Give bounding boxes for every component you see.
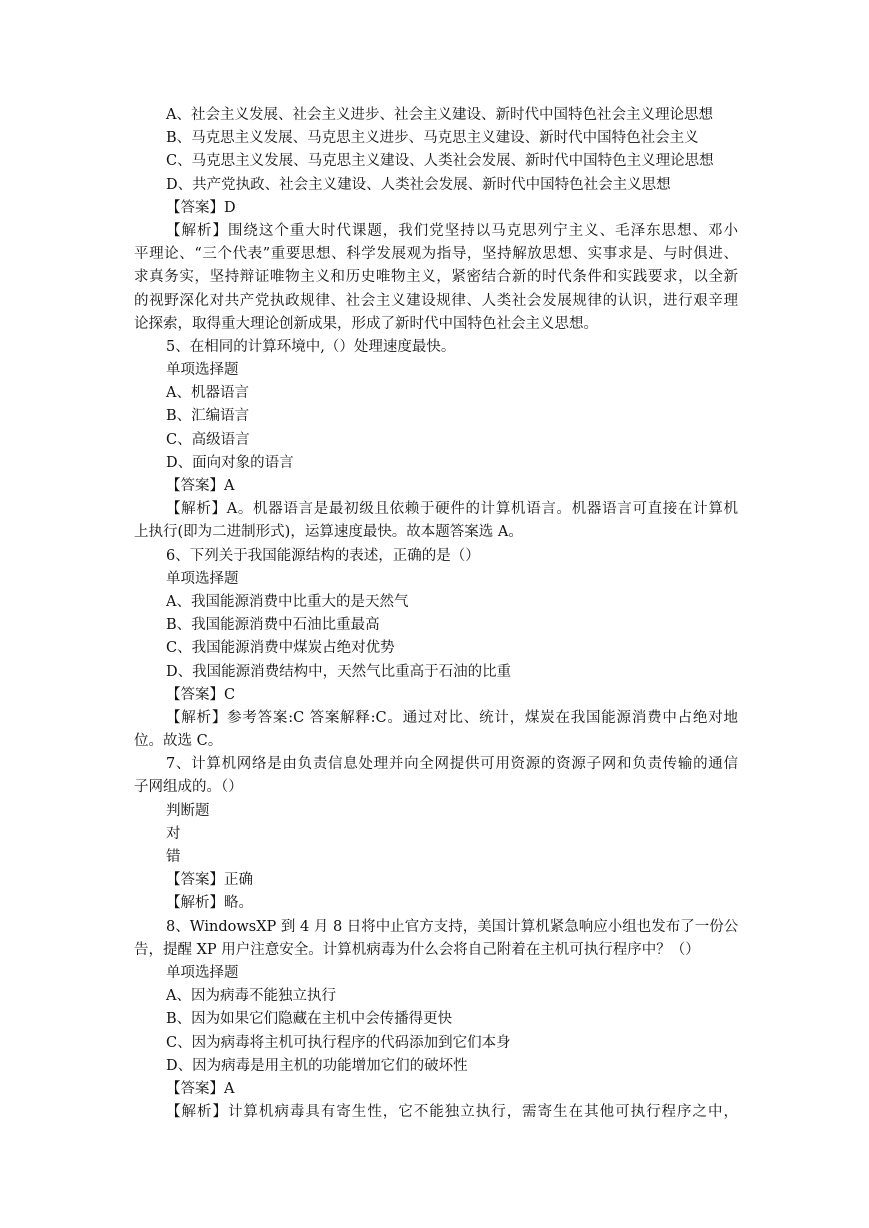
text-line: B、我国能源消费中石油比重最高 [166, 617, 380, 634]
text-line: 【解析】围绕这个重大时代课题，我们党坚持以马克思列宁主义、毛泽东思想、邓小 [166, 222, 738, 239]
text-line: 【解析】计算机病毒具有寄生性，它不能独立执行，需寄生在其他可执行程序之中， [166, 1104, 738, 1121]
text-line: 【答案】D [166, 199, 236, 216]
text-line: 告，提醒 XP 用户注意安全。计算机病毒为什么会将自己附着在主机可执行程序中？（） [134, 941, 700, 958]
text-line: A、机器语言 [166, 385, 249, 402]
text-line: C、高级语言 [166, 431, 250, 448]
text-line: 5、在相同的计算环境中,（）处理速度最快。 [166, 338, 456, 355]
text-line: 求真务实，坚持辩证唯物主义和历史唯物主义，紧密结合新的时代条件和实践要求，以全新 [134, 269, 738, 286]
text-line: D、共产党执政、社会主义建设、人类社会发展、新时代中国特色社会主义思想 [166, 176, 671, 193]
document-body [134, 104, 738, 1124]
text-line: 【解析】略。 [166, 895, 253, 912]
text-line: 8、WindowsXP 到 4 月 8 日将中止官方支持，美国计算机紧急响应小组也发布了一份公 [166, 918, 738, 935]
text-line: A、因为病毒不能独立执行 [166, 988, 336, 1005]
text-line: 【解析】A。机器语言是最初级且依赖于硬件的计算机语言。机器语言可直接在计算机 [166, 501, 738, 518]
text-line: B、汇编语言 [166, 408, 250, 425]
text-line: 错 [166, 849, 181, 865]
text-line: 【答案】C [166, 686, 236, 703]
text-line: A、社会主义发展、社会主义进步、社会主义建设、新时代中国特色社会主义理论思想 [166, 107, 713, 123]
text-line: 单项选择题 [166, 570, 239, 587]
text-line: 论探索，取得重大理论创新成果，形成了新时代中国特色社会主义思想。 [134, 315, 598, 332]
text-line: B、因为如果它们隐藏在主机中会传播得更快 [166, 1011, 453, 1028]
text-line: 上执行(即为二进制形式)，运算速度最快。故本题答案选 A。 [134, 524, 523, 541]
text-line: 【答案】A [166, 478, 235, 494]
text-line: D、面向对象的语言 [166, 454, 294, 471]
text-line: 【答案】正确 [166, 872, 253, 889]
text-line: 【解析】参考答案:C 答案解释:C。通过对比、统计，煤炭在我国能源消费中占绝对地 [166, 709, 738, 726]
text-line: D、我国能源消费结构中，天然气比重高于石油的比重 [166, 663, 512, 680]
text-line: 【答案】A [166, 1080, 235, 1097]
text-line: C、因为病毒将主机可执行程序的代码添加到它们本身 [166, 1034, 511, 1051]
text-line: 6、下列关于我国能源结构的表述，正确的是（） [166, 547, 480, 564]
text-line: 子网组成的。（） [134, 779, 243, 796]
text-line: 对 [166, 825, 181, 842]
text-line: 判断题 [166, 802, 210, 819]
text-line: A、我国能源消费中比重大的是天然气 [166, 593, 409, 610]
text-line: 位。故选 C。 [134, 733, 223, 750]
text-line: 平理论、“三个代表”重要思想、科学发展观为指导，坚持解放思想、实事求是、与时俱进、 [134, 246, 738, 263]
text-line: B、马克思主义发展、马克思主义进步、马克思主义建设、新时代中国特色社会主义 [166, 130, 699, 147]
text-line: C、我国能源消费中煤炭占绝对优势 [166, 640, 395, 657]
text-line: 单项选择题 [166, 964, 239, 981]
text-line: 的视野深化对共产党执政规律、社会主义建设规律、人类社会发展规律的认识，进行艰辛理 [134, 292, 738, 309]
text-line: 单项选择题 [166, 362, 239, 379]
text-line: C、马克思主义发展、马克思主义建设、人类社会发展、新时代中国特色主义理论思想 [166, 153, 714, 170]
text-line: D、因为病毒是用主机的功能增加它们的破坏性 [166, 1057, 468, 1074]
text-line: 7、计算机网络是由负责信息处理并向全网提供可用资源的资源子网和负责传输的通信 [166, 756, 738, 773]
